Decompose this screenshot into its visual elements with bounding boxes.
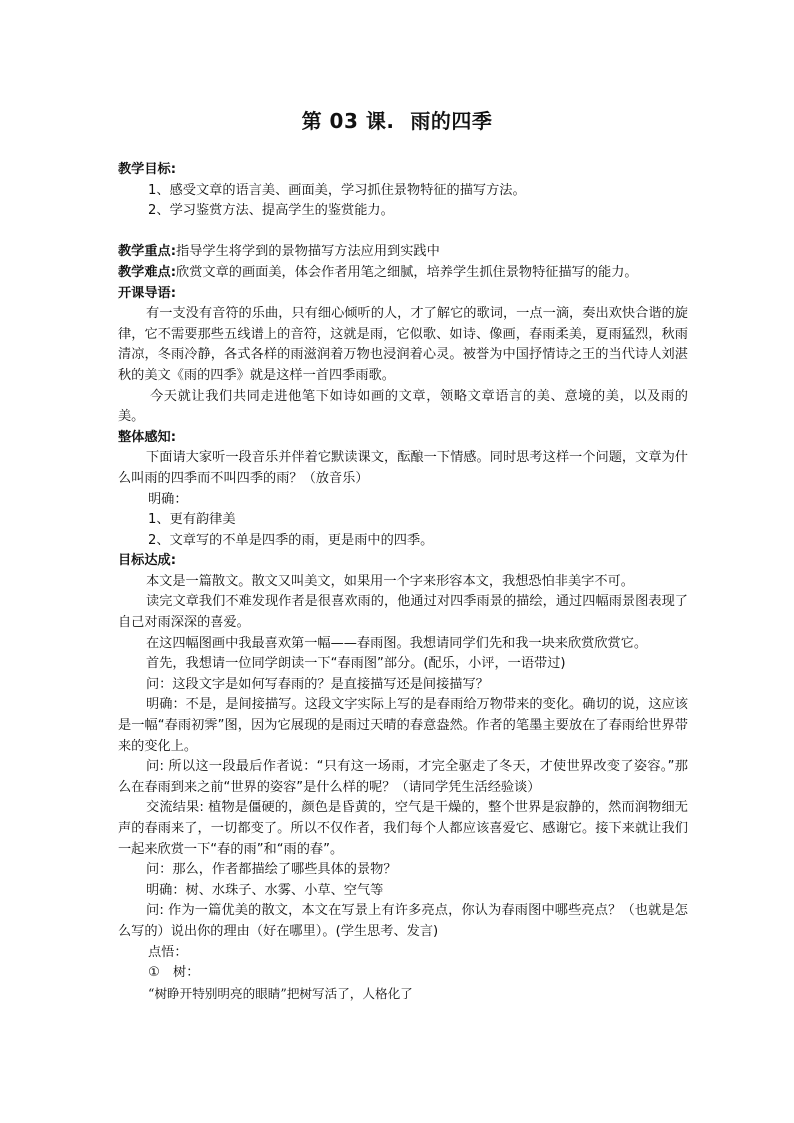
objective-1: 1、感受文章的语言美、画面美，学习抓住景物特征的描写方法。 [148,182,526,198]
key-point-line: 教学重点:指导学生将学到的景物描写方法应用到实践中 [118,244,440,260]
clarify-label: 明确： [148,491,188,507]
question-4: 问: 作为一篇优美的散文，本文在写景上有许多亮点，你认为春雨图中哪些亮点？（也就是怎么写的）说出你的理由（好在哪里）。(学生思考、发言) [118,903,688,939]
intro-paragraph-2: 今天就让我们共同走进他笔下如诗如画的文章，领略文章语言的美、意境的美，以及雨的美。 [118,388,688,425]
heading-intro: 开课导语: [118,285,177,301]
question-3: 问：那么，作者都描绘了哪些具体的景物？ [146,862,397,878]
page-title [0,105,794,134]
question-2: 问: 所以这一段最后作者说：“只有这一场雨，才完全驱走了冬天，才使世界改变了姿容。”那么在春雨到来之前“世界的姿容”是什么样的呢？（请同学凭生活经验谈） [118,759,688,795]
lesson-name: 雨的四季 [410,109,493,133]
intro-paragraph-1: 有一支没有音符的乐曲，只有细心倾听的人，才了解它的歌词，一点一滴，奏出欢快合谐的旋律，它不需要那些五线谱上的音符，这就是雨，它似歌、如诗、像画，春雨柔美，夏雨猛烈，秋雨清凉，冬雨冷静，各式各样的雨滋润着万物也浸润着心灵。被誉为中国抒情诗之王的当代诗人刘湛秋的美文《雨的四季》就是这样一首四季雨歌。 [118,306,688,383]
clarify-point-1: 1、更有韵律美 [148,512,236,528]
goals-paragraph-2: 读完文章我们不难发现作者是很喜欢雨的，他通过对四季雨景的描绘，通过四幅雨景图表现了自己对雨深深的喜爱。 [118,594,688,631]
goals-paragraph-1: 本文是一篇散文。散文又叫美文，如果用一个字来形容本文，我想恐怕非美字不可。 [146,573,634,589]
heading-overall: 整体感知: [118,429,177,445]
goals-paragraph-4: 首先，我想请一位同学朗读一下“春雨图”部分。(配乐，小评，一语带过) [146,656,566,672]
discussion-result: 交流结果: 植物是僵硬的，颜色是昏黄的，空气是干燥的，整个世界是寂静的，然而润物细无声的春雨来了，一切都变了。所以不仅作者，我们每个人都应该喜爱它、感谢它。接下来就让我们一起来欣赏一下“春的雨”和“雨的春”。 [118,800,688,857]
lesson-number: 第 03 课. [301,109,395,133]
heading-objectives: 教学目标: [118,162,177,177]
answer-3: 明确：树、水珠子、水雾、小草、空气等 [146,882,384,898]
objective-2: 2、学习鉴赏方法、提高学生的鉴赏能力。 [148,203,394,219]
insight-tree-explanation: “树睁开特别明亮的眼睛”把树写活了，人格化了 [148,985,413,1001]
overall-paragraph: 下面请大家听一段音乐并伴着它默读课文，酝酿一下情感。同时思考这样一个问题，文章为什么叫雨的四季而不叫四季的雨？（放音乐） [118,450,688,486]
heading-goals: 目标达成: [118,553,177,569]
insight-tree: ① 树： [148,965,200,981]
blank-line [118,222,688,243]
difficulty-line: 教学难点:欣赏文章的画面美，体会作者用笔之细腻，培养学生抓住景物特征描写的能力。 [118,264,638,280]
answer-1: 明确：不是，是间接描写。这段文字实际上写的是春雨给万物带来的变化。确切的说，这应该是一幅“春雨初霁”图，因为它展现的是雨过天晴的春意盎然。作者的笔墨主要放在了春雨给世界带来的变化上。 [118,697,688,754]
goals-paragraph-3: 在这四幅图画中我最喜欢第一幅——春雨图。我想请同学们先和我一块来欣赏欣赏它。 [146,635,648,651]
document-body [118,160,688,1004]
question-1: 问：这段文字是如何写春雨的？是直接描写还是间接描写？ [146,676,489,692]
insight-label: 点悟： [148,944,188,960]
clarify-point-2: 2、文章写的不单是四季的雨，更是雨中的四季。 [148,532,434,548]
